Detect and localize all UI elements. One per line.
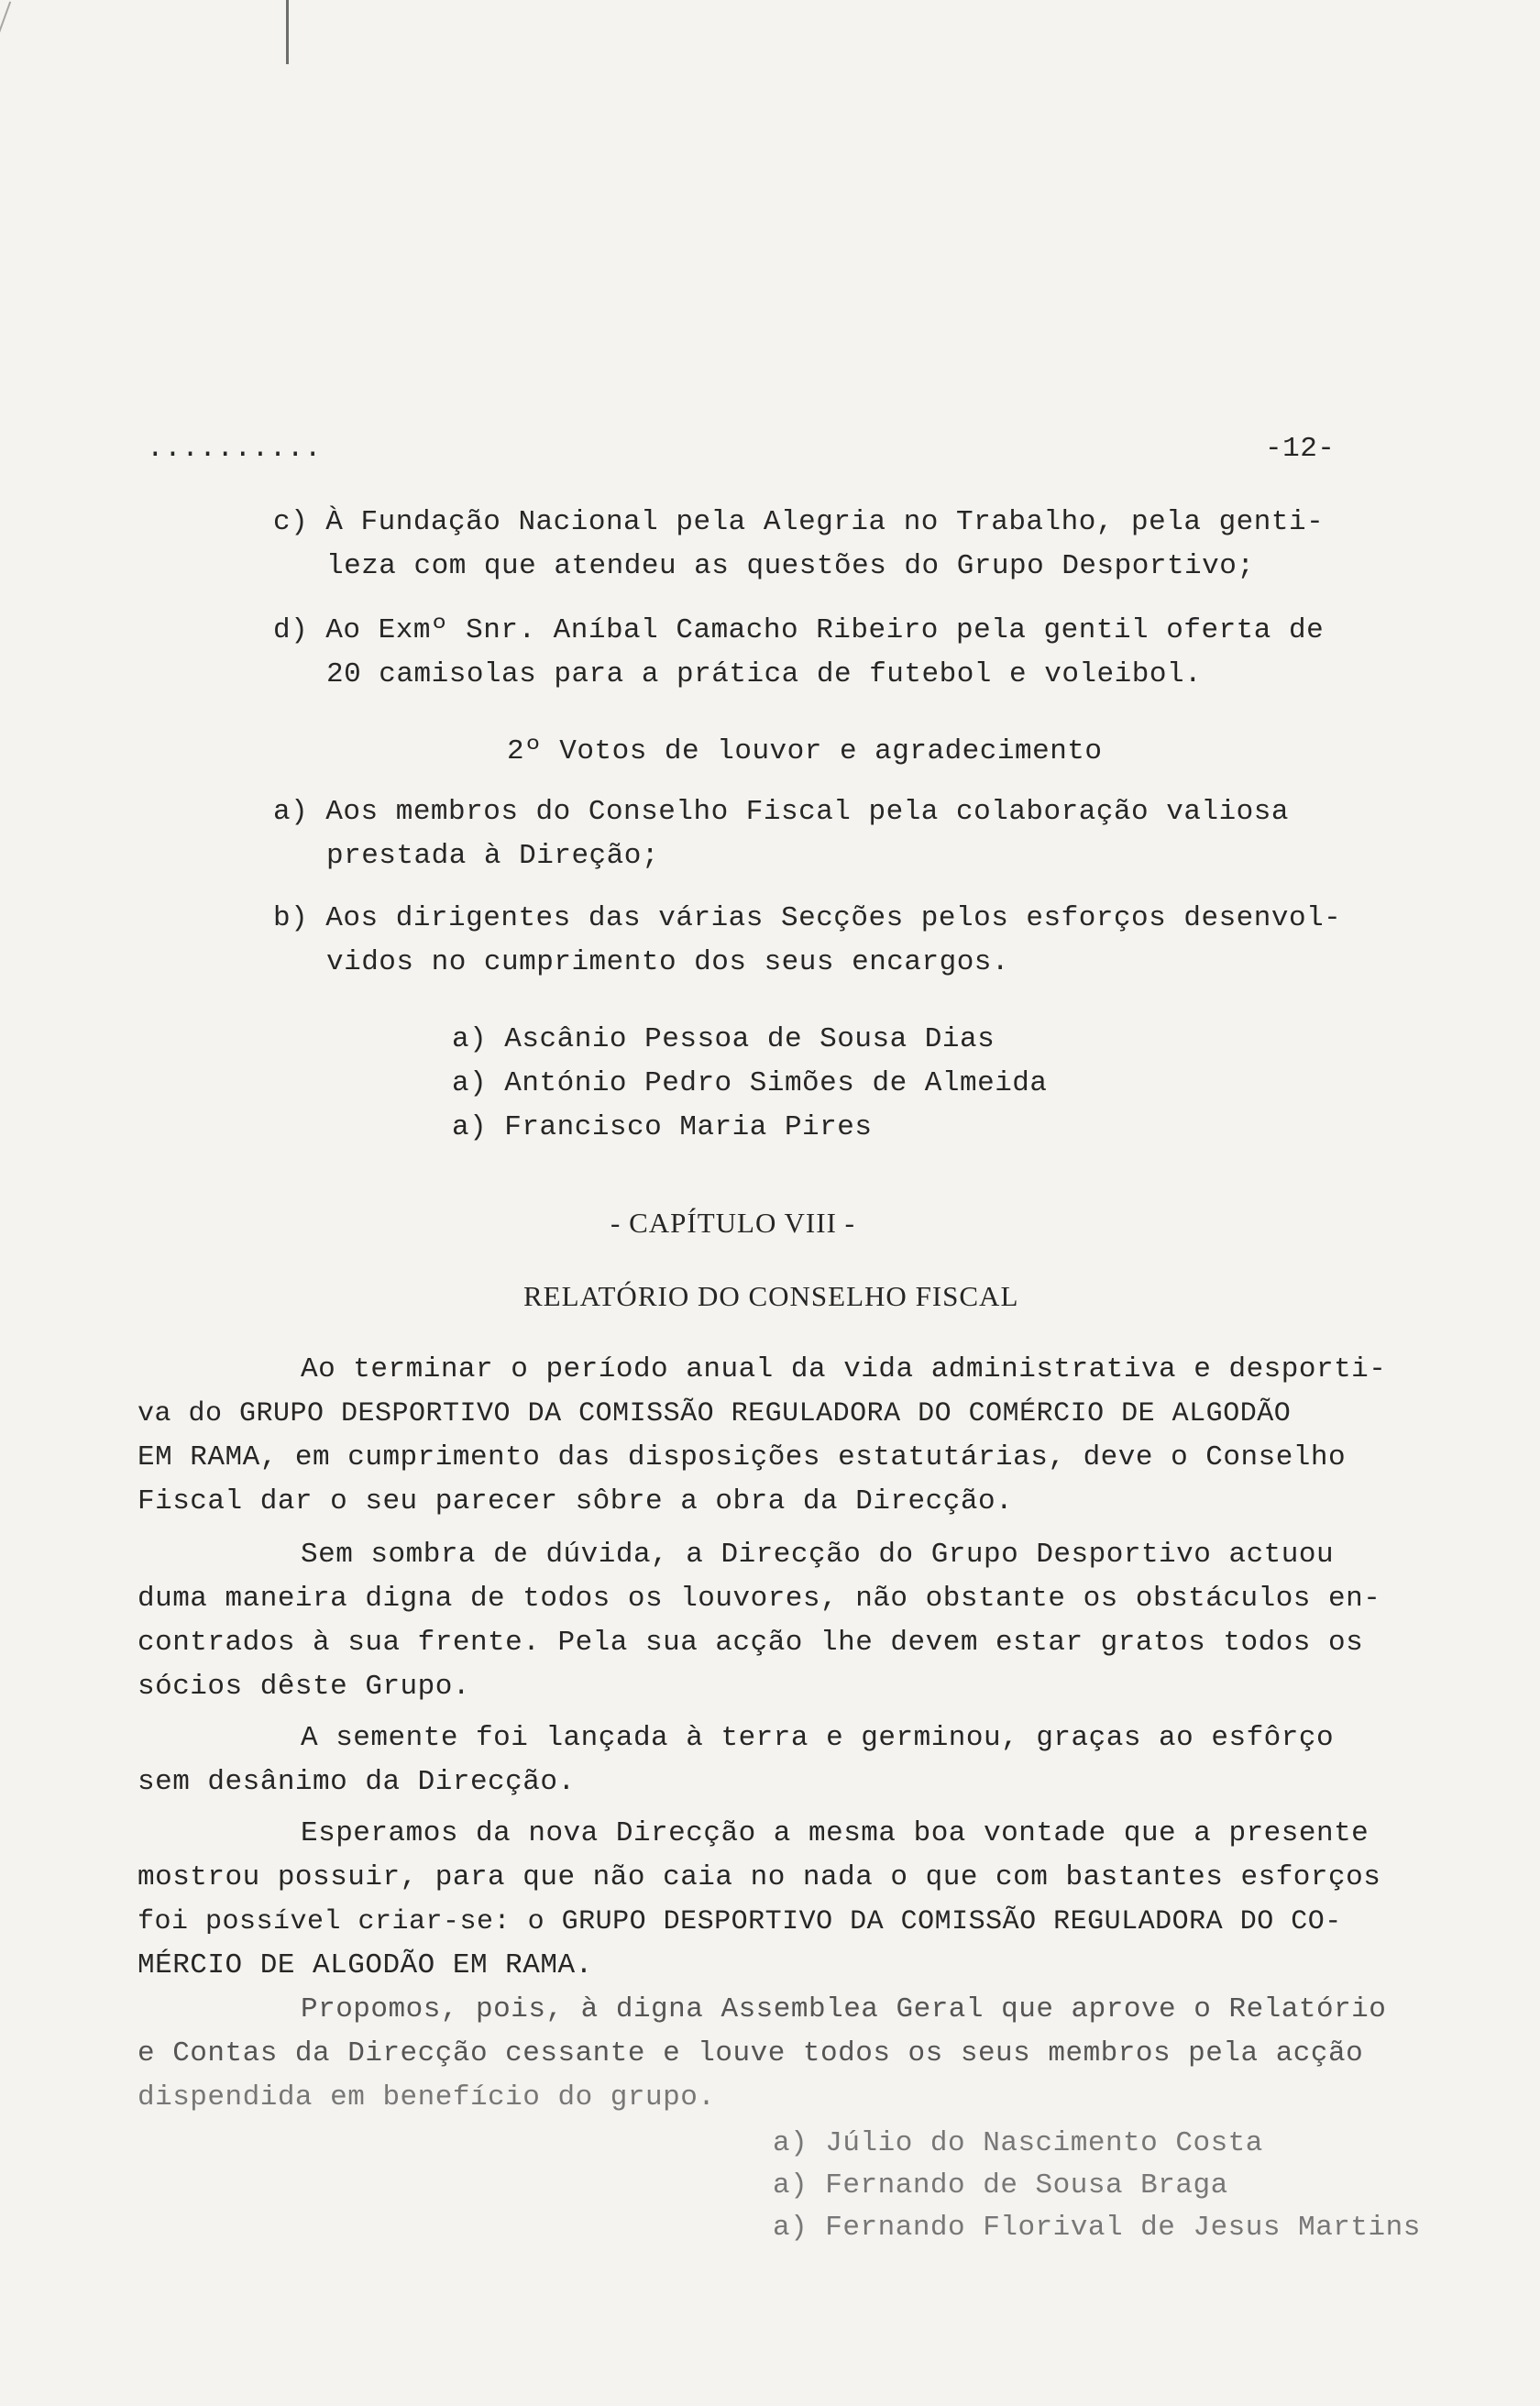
chapter-subtitle: RELATÓRIO DO CONSELHO FISCAL: [523, 1280, 1019, 1312]
body-line: mostrou possuir, para que não caia no nada o que com bastantes esforços: [138, 1861, 1381, 1893]
signature: a) António Pedro Simões de Almeida: [452, 1067, 1048, 1099]
body-line: Fiscal dar o seu parecer sôbre a obra da Direcção.: [138, 1485, 1014, 1518]
item-b-line2: vidos no cumprimento dos seus encargos.: [326, 946, 1010, 978]
item-c-line1: c) À Fundação Nacional pela Alegria no Trabalho, pela genti-: [273, 506, 1325, 538]
body-line: foi possível criar-se: o GRUPO DESPORTIVO DA COMISSÃO REGULADORA DO CO-: [138, 1906, 1342, 1937]
body-line: EM RAMA, em cumprimento das disposições estatutárias, deve o Conselho: [138, 1441, 1347, 1473]
body-line: Sem sombra de dúvida, a Direcção do Grupo Desportivo actuou: [301, 1539, 1335, 1571]
body-line: va do GRUPO DESPORTIVO DA COMISSÃO REGULADORA DO COMÉRCIO DE ALGODÃO: [138, 1398, 1292, 1429]
item-a-line1: a) Aos membros do Conselho Fiscal pela colaboração valiosa: [273, 796, 1289, 828]
body-line: contrados à sua frente. Pela sua acção lhe devem estar gratos todos os: [138, 1627, 1364, 1659]
signature: a) Fernando de Sousa Braga: [773, 2169, 1228, 2202]
item-c-line2: leza com que atendeu as questões do Grupo Desportivo;: [326, 550, 1255, 582]
body-line: A semente foi lançada à terra e germinou, graças ao esfôrço: [301, 1722, 1335, 1754]
body-line: duma maneira digna de todos os louvores, não obstante os obstáculos en-: [138, 1583, 1381, 1615]
subheading: 2º Votos de louvor e agradecimento: [507, 735, 1103, 767]
body-line: e Contas da Direcção cessante e louve todos os seus membros pela acção: [138, 2037, 1364, 2069]
signature: a) Francisco Maria Pires: [452, 1111, 873, 1143]
body-line: sem desânimo da Direcção.: [138, 1766, 576, 1798]
signature: a) Ascânio Pessoa de Sousa Dias: [452, 1023, 996, 1055]
body-line: Propomos, pois, à digna Assemblea Geral que aprove o Relatório: [301, 1993, 1387, 2025]
body-line: sócios dêste Grupo.: [138, 1671, 470, 1703]
body-line: MÉRCIO DE ALGODÃO EM RAMA.: [138, 1949, 593, 1981]
chapter-title: - CAPÍTULO VIII -: [610, 1207, 855, 1239]
signature: a) Fernando Florival de Jesus Martins: [773, 2212, 1421, 2244]
page-number: -12-: [1265, 433, 1336, 465]
body-line: Esperamos da nova Direcção a mesma boa vontade que a presente: [301, 1817, 1370, 1849]
margin-mark: [286, 0, 289, 64]
item-a-line2: prestada à Direção;: [326, 840, 659, 872]
item-b-line1: b) Aos dirigentes das várias Secções pelos esforços desenvol-: [273, 902, 1342, 934]
signature: a) Júlio do Nascimento Costa: [773, 2127, 1263, 2159]
body-line: dispendida em benefício do grupo.: [138, 2081, 716, 2114]
margin-mark: [0, 1, 11, 53]
item-d-line2: 20 camisolas para a prática de futebol e voleibol.: [326, 658, 1203, 690]
item-d-line1: d) Ao Exmº Snr. Aníbal Camacho Ribeiro pela gentil oferta de: [273, 614, 1325, 646]
body-line: Ao terminar o período anual da vida administrativa e desporti-: [301, 1353, 1387, 1385]
header-dots: ..........: [147, 433, 323, 465]
